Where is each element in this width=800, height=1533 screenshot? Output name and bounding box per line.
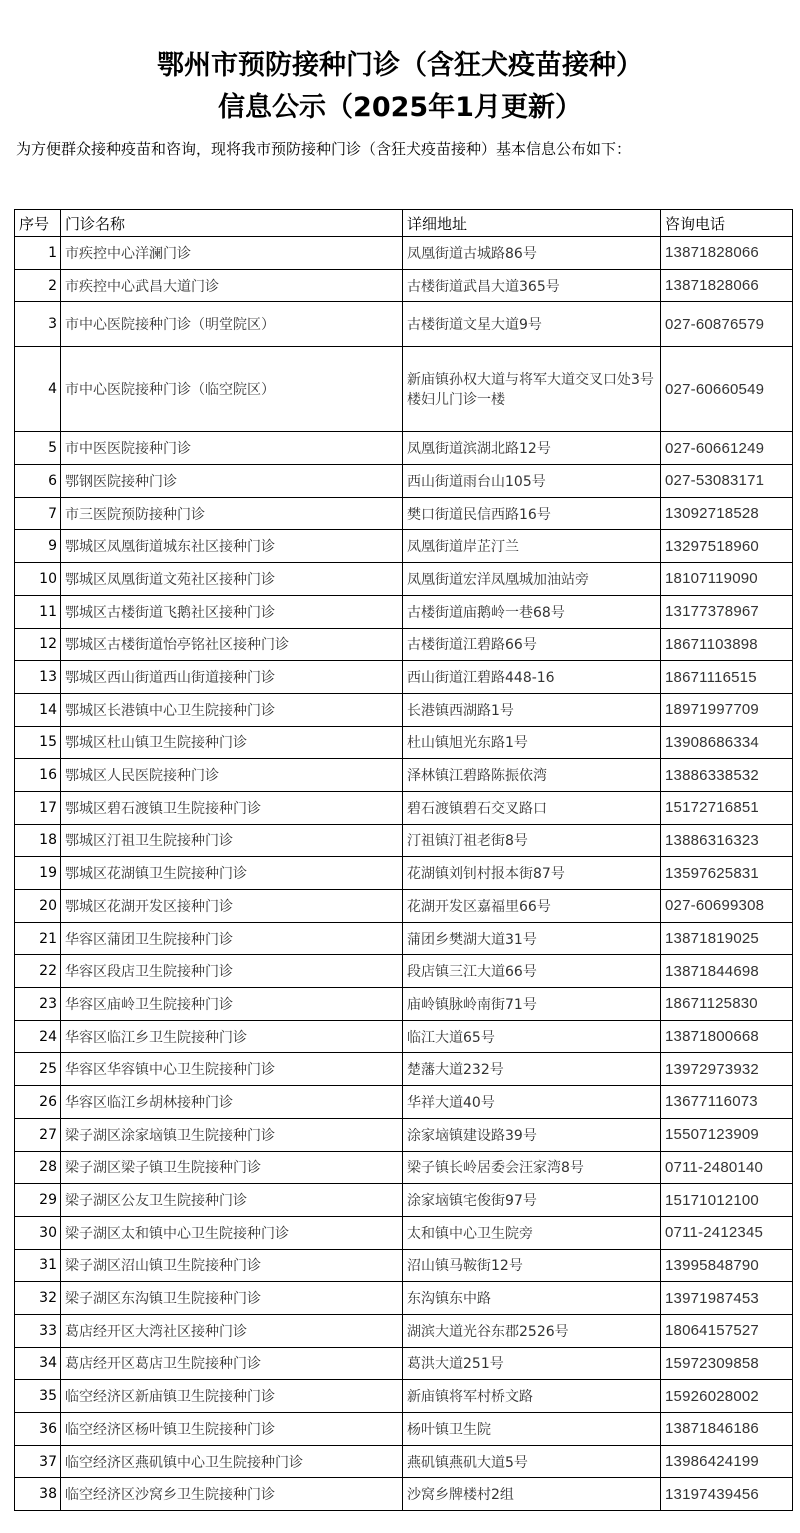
header-name: 门诊名称 (61, 210, 403, 237)
table-row (15, 595, 793, 628)
cell-phone: 15926028002 (661, 1380, 793, 1413)
cell-phone: 0711-2480140 (661, 1151, 793, 1184)
cell-address: 杨叶镇卫生院 (403, 1413, 661, 1446)
table-row (15, 497, 793, 530)
cell-no: 32 (15, 1282, 61, 1315)
cell-address: 蒲团乡樊湖大道31号 (403, 922, 661, 955)
cell-no: 19 (15, 857, 61, 890)
cell-phone: 15507123909 (661, 1118, 793, 1151)
cell-phone: 13597625831 (661, 857, 793, 890)
cell-name: 市疾控中心武昌大道门诊 (61, 269, 403, 302)
table-row (15, 857, 793, 890)
cell-phone: 13871844698 (661, 955, 793, 988)
cell-phone: 18671125830 (661, 988, 793, 1021)
table-row (15, 824, 793, 857)
clinic-table (14, 209, 793, 1511)
cell-no: 6 (15, 465, 61, 498)
cell-no: 11 (15, 595, 61, 628)
cell-no: 17 (15, 791, 61, 824)
cell-phone: 18107119090 (661, 563, 793, 596)
cell-name: 鄂城区古楼街道怡亭铭社区接种门诊 (61, 628, 403, 661)
table-row (15, 432, 793, 465)
table-row (15, 1380, 793, 1413)
cell-address: 新庙镇将军村桥文路 (403, 1380, 661, 1413)
cell-phone: 0711-2412345 (661, 1216, 793, 1249)
cell-address: 华祥大道40号 (403, 1086, 661, 1119)
cell-address: 涂家垴镇宅俊街97号 (403, 1184, 661, 1217)
cell-name: 鄂城区碧石渡镇卫生院接种门诊 (61, 791, 403, 824)
header-phone: 咨询电话 (661, 210, 793, 237)
table-row (15, 791, 793, 824)
cell-phone: 13177378967 (661, 595, 793, 628)
cell-no: 4 (15, 347, 61, 432)
cell-address: 凤凰街道宏洋凤凰城加油站旁 (403, 563, 661, 596)
cell-name: 梁子湖区沼山镇卫生院接种门诊 (61, 1249, 403, 1282)
cell-name: 鄂城区汀祖卫生院接种门诊 (61, 824, 403, 857)
cell-no: 2 (15, 269, 61, 302)
cell-no: 12 (15, 628, 61, 661)
cell-name: 鄂城区凤凰街道文苑社区接种门诊 (61, 563, 403, 596)
cell-phone: 18971997709 (661, 693, 793, 726)
cell-name: 华容区临江乡卫生院接种门诊 (61, 1020, 403, 1053)
cell-no: 15 (15, 726, 61, 759)
cell-address: 古楼街道庙鹅岭一巷68号 (403, 595, 661, 628)
cell-no: 9 (15, 530, 61, 563)
cell-name: 鄂城区长港镇中心卫生院接种门诊 (61, 693, 403, 726)
cell-address: 碧石渡镇碧石交叉路口 (403, 791, 661, 824)
cell-address: 湖滨大道光谷东郡2526号 (403, 1314, 661, 1347)
cell-name: 梁子湖区东沟镇卫生院接种门诊 (61, 1282, 403, 1315)
cell-name: 梁子湖区公友卫生院接种门诊 (61, 1184, 403, 1217)
cell-name: 市中心医院接种门诊（明堂院区） (61, 302, 403, 347)
cell-name: 市中医医院接种门诊 (61, 432, 403, 465)
table-header-row (15, 210, 793, 237)
cell-address: 梁子镇长岭居委会汪家湾8号 (403, 1151, 661, 1184)
page-title-line1: 鄂州市预防接种门诊（含狂犬疫苗接种） (157, 50, 643, 81)
table-body (15, 237, 793, 1511)
cell-name: 梁子湖区梁子镇卫生院接种门诊 (61, 1151, 403, 1184)
header-no: 序号 (15, 210, 61, 237)
cell-address: 涂家垴镇建设路39号 (403, 1118, 661, 1151)
table-row (15, 1184, 793, 1217)
cell-address: 樊口街道民信西路16号 (403, 497, 661, 530)
cell-name: 鄂城区凤凰街道城东社区接种门诊 (61, 530, 403, 563)
table-row (15, 1445, 793, 1478)
cell-address: 凤凰街道古城路86号 (403, 237, 661, 270)
cell-address: 太和镇中心卫生院旁 (403, 1216, 661, 1249)
cell-name: 华容区蒲团卫生院接种门诊 (61, 922, 403, 955)
cell-phone: 13297518960 (661, 530, 793, 563)
cell-phone: 13871819025 (661, 922, 793, 955)
table-row (15, 955, 793, 988)
cell-no: 27 (15, 1118, 61, 1151)
cell-phone: 13972973932 (661, 1053, 793, 1086)
cell-address: 庙岭镇脉岭南街71号 (403, 988, 661, 1021)
table-row (15, 922, 793, 955)
cell-name: 鄂城区人民医院接种门诊 (61, 759, 403, 792)
cell-phone: 13971987453 (661, 1282, 793, 1315)
cell-phone: 13886338532 (661, 759, 793, 792)
table-row (15, 661, 793, 694)
cell-no: 36 (15, 1413, 61, 1446)
intro-text: 为方便群众接种疫苗和咨询，现将我市预防接种门诊（含狂犬疫苗接种）基本信息公布如下： (16, 140, 632, 158)
cell-no: 25 (15, 1053, 61, 1086)
table-row (15, 759, 793, 792)
cell-no: 34 (15, 1347, 61, 1380)
cell-no: 28 (15, 1151, 61, 1184)
table-row (15, 1216, 793, 1249)
cell-name: 华容区华容镇中心卫生院接种门诊 (61, 1053, 403, 1086)
table-row (15, 465, 793, 498)
cell-no: 29 (15, 1184, 61, 1217)
cell-phone: 13871846186 (661, 1413, 793, 1446)
cell-no: 22 (15, 955, 61, 988)
cell-no: 33 (15, 1314, 61, 1347)
cell-no: 14 (15, 693, 61, 726)
cell-no: 7 (15, 497, 61, 530)
cell-address: 杜山镇旭光东路1号 (403, 726, 661, 759)
cell-phone: 13092718528 (661, 497, 793, 530)
page-title-line2: 信息公示（2025年1月更新） (218, 92, 582, 123)
cell-no: 31 (15, 1249, 61, 1282)
header-address: 详细地址 (403, 210, 661, 237)
table-row (15, 628, 793, 661)
cell-no: 30 (15, 1216, 61, 1249)
cell-address: 西山街道江碧路448-16 (403, 661, 661, 694)
table-row (15, 1314, 793, 1347)
cell-no: 13 (15, 661, 61, 694)
cell-address: 西山街道雨台山105号 (403, 465, 661, 498)
cell-name: 梁子湖区涂家垴镇卫生院接种门诊 (61, 1118, 403, 1151)
cell-address: 汀祖镇汀祖老街8号 (403, 824, 661, 857)
cell-phone: 13677116073 (661, 1086, 793, 1119)
cell-no: 20 (15, 890, 61, 923)
cell-no: 37 (15, 1445, 61, 1478)
cell-no: 38 (15, 1478, 61, 1511)
table-row (15, 302, 793, 347)
cell-address: 新庙镇孙权大道与将军大道交叉口处3号楼妇儿门诊一楼 (403, 347, 661, 432)
table-row (15, 1151, 793, 1184)
cell-name: 鄂钢医院接种门诊 (61, 465, 403, 498)
cell-name: 葛店经开区葛店卫生院接种门诊 (61, 1347, 403, 1380)
cell-name: 鄂城区花湖开发区接种门诊 (61, 890, 403, 923)
table-row (15, 269, 793, 302)
cell-address: 燕矶镇燕矶大道5号 (403, 1445, 661, 1478)
cell-name: 市三医院预防接种门诊 (61, 497, 403, 530)
cell-name: 华容区段店卫生院接种门诊 (61, 955, 403, 988)
cell-phone: 13886316323 (661, 824, 793, 857)
cell-phone: 15171012100 (661, 1184, 793, 1217)
table-row (15, 693, 793, 726)
cell-name: 华容区庙岭卫生院接种门诊 (61, 988, 403, 1021)
cell-address: 泽林镇江碧路陈振依湾 (403, 759, 661, 792)
cell-phone: 13986424199 (661, 1445, 793, 1478)
cell-phone: 18064157527 (661, 1314, 793, 1347)
cell-address: 东沟镇东中路 (403, 1282, 661, 1315)
table-row (15, 1282, 793, 1315)
cell-address: 花湖开发区嘉福里66号 (403, 890, 661, 923)
cell-name: 市中心医院接种门诊（临空院区） (61, 347, 403, 432)
cell-address: 葛洪大道251号 (403, 1347, 661, 1380)
cell-address: 段店镇三江大道66号 (403, 955, 661, 988)
table-row (15, 1020, 793, 1053)
cell-name: 葛店经开区大湾社区接种门诊 (61, 1314, 403, 1347)
cell-name: 华容区临江乡胡林接种门诊 (61, 1086, 403, 1119)
cell-name: 临空经济区沙窝乡卫生院接种门诊 (61, 1478, 403, 1511)
cell-phone: 13908686334 (661, 726, 793, 759)
cell-address: 沼山镇马鞍街12号 (403, 1249, 661, 1282)
cell-address: 临江大道65号 (403, 1020, 661, 1053)
cell-phone: 027-53083171 (661, 465, 793, 498)
cell-phone: 027-60661249 (661, 432, 793, 465)
table-row (15, 1413, 793, 1446)
cell-phone: 027-60660549 (661, 347, 793, 432)
cell-phone: 13995848790 (661, 1249, 793, 1282)
cell-phone: 13871828066 (661, 237, 793, 270)
table-row (15, 1478, 793, 1511)
cell-name: 鄂城区西山街道西山街道接种门诊 (61, 661, 403, 694)
cell-name: 临空经济区新庙镇卫生院接种门诊 (61, 1380, 403, 1413)
cell-no: 23 (15, 988, 61, 1021)
cell-no: 24 (15, 1020, 61, 1053)
table-row (15, 890, 793, 923)
table-row (15, 726, 793, 759)
cell-name: 临空经济区燕矶镇中心卫生院接种门诊 (61, 1445, 403, 1478)
cell-address: 长港镇西湖路1号 (403, 693, 661, 726)
cell-no: 3 (15, 302, 61, 347)
table-row (15, 1086, 793, 1119)
table-row (15, 1118, 793, 1151)
cell-name: 鄂城区杜山镇卫生院接种门诊 (61, 726, 403, 759)
table-row (15, 347, 793, 432)
cell-phone: 15172716851 (661, 791, 793, 824)
cell-phone: 13197439456 (661, 1478, 793, 1511)
cell-no: 1 (15, 237, 61, 270)
cell-phone: 18671116515 (661, 661, 793, 694)
table-row (15, 530, 793, 563)
cell-phone: 13871800668 (661, 1020, 793, 1053)
table-row (15, 563, 793, 596)
cell-address: 凤凰街道滨湖北路12号 (403, 432, 661, 465)
table-row (15, 237, 793, 270)
table-row (15, 1347, 793, 1380)
cell-name: 市疾控中心洋澜门诊 (61, 237, 403, 270)
cell-address: 古楼街道江碧路66号 (403, 628, 661, 661)
cell-no: 21 (15, 922, 61, 955)
cell-no: 18 (15, 824, 61, 857)
cell-phone: 027-60699308 (661, 890, 793, 923)
cell-no: 26 (15, 1086, 61, 1119)
cell-phone: 15972309858 (661, 1347, 793, 1380)
cell-no: 16 (15, 759, 61, 792)
cell-phone: 18671103898 (661, 628, 793, 661)
cell-address: 花湖镇刘钊村报本街87号 (403, 857, 661, 890)
cell-phone: 13871828066 (661, 269, 793, 302)
cell-name: 临空经济区杨叶镇卫生院接种门诊 (61, 1413, 403, 1446)
cell-address: 楚藩大道232号 (403, 1053, 661, 1086)
table-row (15, 1053, 793, 1086)
cell-name: 鄂城区古楼街道飞鹅社区接种门诊 (61, 595, 403, 628)
table-row (15, 1249, 793, 1282)
cell-address: 沙窝乡牌楼村2组 (403, 1478, 661, 1511)
cell-name: 梁子湖区太和镇中心卫生院接种门诊 (61, 1216, 403, 1249)
cell-no: 5 (15, 432, 61, 465)
cell-name: 鄂城区花湖镇卫生院接种门诊 (61, 857, 403, 890)
cell-no: 10 (15, 563, 61, 596)
cell-address: 古楼街道文星大道9号 (403, 302, 661, 347)
cell-address: 凤凰街道岸芷汀兰 (403, 530, 661, 563)
cell-address: 古楼街道武昌大道365号 (403, 269, 661, 302)
table-row (15, 988, 793, 1021)
cell-no: 35 (15, 1380, 61, 1413)
cell-phone: 027-60876579 (661, 302, 793, 347)
